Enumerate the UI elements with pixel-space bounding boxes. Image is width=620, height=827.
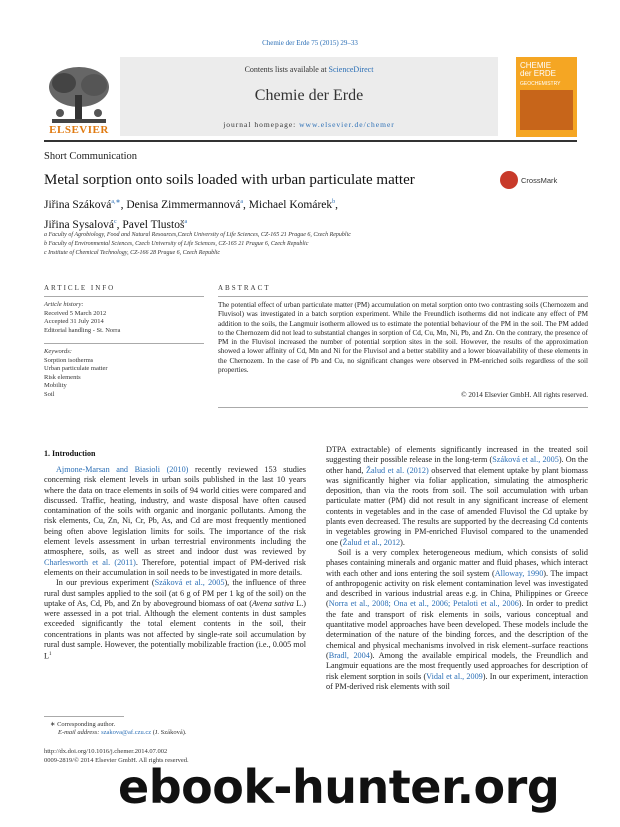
affiliation-a: a Faculty of Agrobiology, Food and Natural Resources,Czech University of Life Sciences, CZ-165 21 Prague 6, Czech Republic [44, 232, 351, 238]
intro-right-column [326, 445, 588, 692]
citation-link[interactable]: Alloway, 1990 [494, 568, 544, 578]
email-link[interactable]: szakova@af.czu.cz [101, 729, 152, 736]
article-type: Short Communication [44, 151, 138, 162]
abstract-text: The potential effect of urban particulate matter (PM) accumulation on metal sorption onto two contrasting soils (Chernozem and Fluvisol) was investigated in a batch sorption experiment. While the Freundlich isotherms did not indicate any effect of PM addition to the soils, the Langmuir isotherm allowed us to estimate the potential behaviour of the PM in the soil. The PM added to the Chernozem did not lead to substantial changes in sorption of Cd, Cu, Mn, Ni, Pb, and Zn. On the contrary, the presence of PM in the Fluvisol increased the number of potential sorption sites in the soil. However, the results of the approximation showed a lower affinity of Cd, Mn and Ni for the Fluvisol and a better stability and a lower bioavailability of these elements in the Chernozem. In the case of Pb and Cu, no significant changes were observed in PM-enriched soils regardless of the soil properties. [218, 301, 588, 375]
header-rule [44, 140, 577, 142]
author-list [44, 194, 484, 234]
running-header[interactable]: Chemie der Erde 75 (2015) 29–33 [262, 39, 358, 47]
issn-line: 0009-2819/© 2014 Elsevier GmbH. All rights reserved. [44, 757, 189, 764]
cover-image [520, 90, 573, 130]
crossmark-icon[interactable] [500, 171, 518, 189]
doi-link[interactable]: http://dx.doi.org/10.1016/j.chemer.2014.07.002 [44, 748, 168, 755]
citation-link[interactable]: Charlesworth et al. (2011) [44, 557, 136, 567]
citation-link[interactable]: Bradl, 2004 [328, 650, 370, 660]
intro-left-column [44, 465, 306, 662]
intro-paragraph-1: Ajmone-Marsan and Biasioli (2010) recently reviewed 153 studies concerning risk element levels in urban soils published in the last 10 years where the data on trace elements in soils of 94 world cities were compared and discussed. Traffic, heating, industry, and waste disposal have often caused contamination of the soils with organic and inorganic pollutants. Among the risk elements, Cu, Zn, Ni, Cr, Pb, As, and Cd are most frequently mentioned being often above legislation limits for soils. The importance of the risk element levels assessment in urban terrestrial environments including the atmosphere, soils, as well as street and indoor dust was reviewed by Charlesworth et al. (2011). Therefore, potential impact of PM-derived risk elements on their accumulation in soil needs to be investigated in more details. [44, 465, 307, 577]
article-history: Article history: Received 5 March 2012 Accepted 31 July 2014 Editorial handling - St. Norra [44, 301, 121, 334]
abstract-heading: ABSTRACT [218, 284, 271, 292]
affiliation-b: b Faculty of Environmental Sciences, Czech University of Life Sciences, CZ-165 21 Prague 6, Czech Republic [44, 241, 309, 247]
article-title: Metal sorption onto soils loaded with urban particulate matter [44, 172, 415, 188]
keywords: Keywords: Sorption isotherms Urban particulate matter Risk elements Mobility Soil [44, 348, 108, 398]
author-name: Michael Komárek [248, 198, 333, 211]
citation-link[interactable]: Száková et al., 2005 [492, 455, 559, 465]
citation-link[interactable]: Vidal et al., 2009 [426, 671, 483, 681]
crossmark-label[interactable]: CrossMark [521, 176, 558, 185]
author-line-2: Jiřina Sysalová$^c$, Pavel Tlustoš$^a$ [44, 218, 188, 231]
journal-cover: CHEMIE der ERDE GEOCHEMISTRY [516, 57, 577, 137]
sciencedirect-link[interactable]: ScienceDirect [328, 65, 374, 74]
author-name: Denisa Zimmermannová [126, 198, 241, 211]
article-info-heading: ARTICLE INFO [44, 284, 116, 292]
citation-link[interactable]: Norra et al., 2008; Ona et al., 2006; Petaloti et al., 2006 [328, 599, 519, 609]
affiliation-c: c Institute of Chemical Technology, CZ-166 28 Prague 6, Czech Republic [44, 250, 221, 256]
contents-line: Contents lists available at ScienceDirect [244, 65, 374, 74]
homepage-link[interactable]: www.elsevier.de/chemer [299, 120, 395, 129]
author-line-1: Jiřina Száková$^{a,∗}$, Denisa Zimmermannová$^a$, Michael Komárek$^b$, [44, 198, 338, 211]
intro-paragraph-2: In our previous experiment (Száková et al., 2005), the influence of three rural dust samples applied to the soil (at 6 g of PM per 1 kg of the soil) on the uptake of As, Cd, Pb, and Zn by aboveground biomass of oat (Avena sativa L.) were assessed in a pot trial. Although the element contents in dust samples exceeded significantly the total element contents in the soil, their concentrations in plants was not affected by single-rate soil accumulation by rural dust sample. However, the potentially mobilizable fraction (i.e., 0.005 mol $L^1$ [44, 578, 306, 662]
author-name: Pavel Tlustoš [122, 218, 185, 231]
email-line: E-mail address: szakova@af.czu.cz (J. Száková). [58, 729, 187, 736]
elsevier-tree-logo [44, 58, 114, 134]
section-heading-introduction: 1. Introduction [44, 449, 96, 458]
abstract-copyright: © 2014 Elsevier GmbH. All rights reserved. [461, 391, 588, 399]
intro-paragraph-3: DTPA extractable) of elements significantly increased in the treated soil suggesting their possible release in the long-term (Száková et al., 2005). On the other hand, Žalud et al. (2012) observed that element uptake by plant biomass was significantly higher via foliar application, simulating the atmospheric deposition, than via the roots from soil. The soil accumulation with urban particulate matter (PM) did not result in any significant increase of element contents in vegetables and in the case of amended Fluvisol the Cd uptake by plants even decreased. The results are supported by the decreasing Cd contents in vegetables growing in PM-enriched Fluvisol compared to the unamended one (Žalud et al., 2012). [326, 445, 588, 547]
journal-name: Chemie der Erde [254, 87, 364, 104]
author-name: Jiřina Sysalová [44, 218, 114, 231]
journal-masthead [120, 57, 498, 136]
corresponding-author-note: ∗ Corresponding author. [50, 721, 116, 728]
citation-link[interactable]: Žalud et al. (2012) [366, 465, 429, 475]
elsevier-wordmark: ELSEVIER [49, 124, 109, 136]
watermark-text: ebook-hunter.org [118, 760, 560, 814]
author-name: Jiřina Száková [44, 198, 112, 211]
intro-paragraph-4: Soil is a very complex heterogeneous medium, which consists of solid phases containing minerals and organic matter and fluid phases, which interact with each other and ions entering the soil system (Alloway, 1990). The impact of anthropogenic activity on risk element contamination level was investigated and described in various industrial areas e.g. in China, Philippines or Greece (Norra et al., 2008; Ona et al., 2006; Petaloti et al., 2006). In order to predict the fate and transport of risk elements in soils, various conceptual and quantitative model approaches have been developed. These models include the determination of the nature of the binding forces, and the description of the chemical and physical mechanisms involved in risk element–surface reactions (Bradl, 2004). Among the available empirical models, the Freundlich and Langmuir equations are the most frequently used approaches for description of risk element sorption in soils (Vidal et al., 2009). In our experiment, interaction of PM-derived risk elements with soil [326, 547, 588, 691]
citation-link[interactable]: Žalud et al., 2012 [342, 537, 401, 547]
citation-link[interactable]: Száková et al., 2005 [154, 578, 225, 588]
citation-link[interactable]: Ajmone-Marsan and Biasioli (2010) [56, 465, 189, 474]
homepage-line: journal homepage: www.elsevier.de/chemer [223, 120, 395, 129]
